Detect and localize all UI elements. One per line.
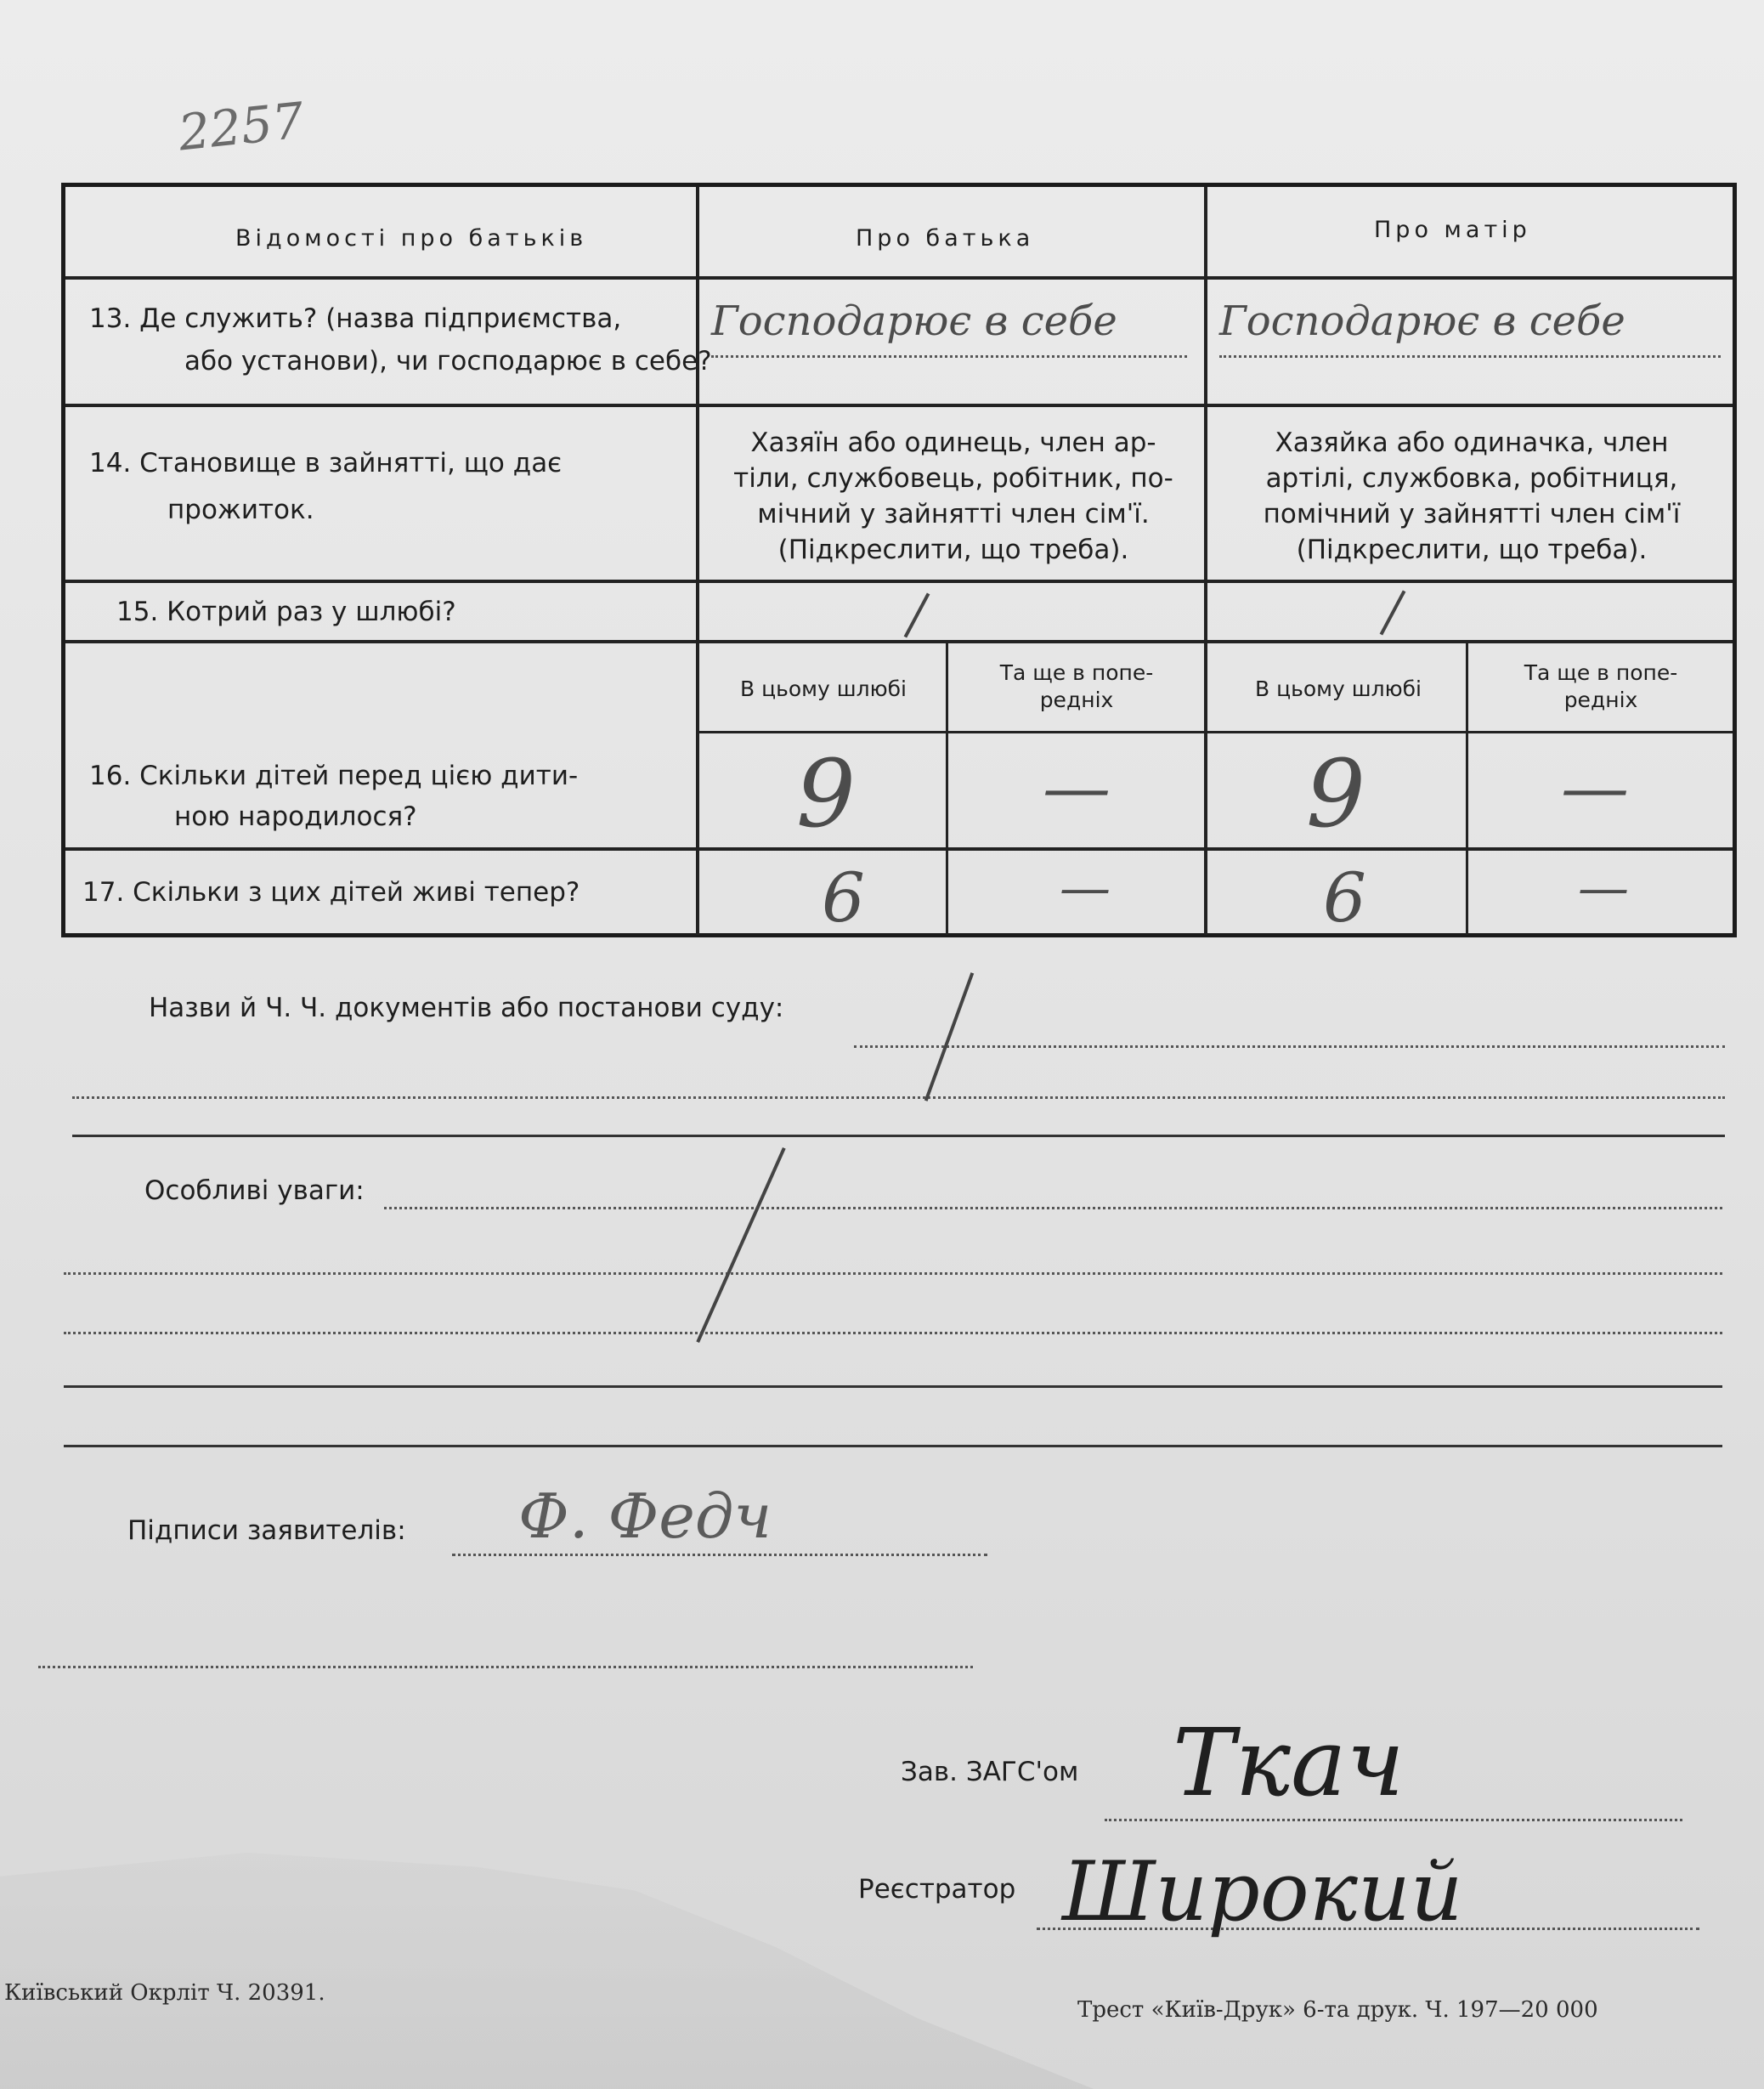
q13-father-value: Господарює в себе [711, 297, 1117, 345]
head-signature-line [1105, 1819, 1682, 1821]
documents-line-1 [854, 1045, 1725, 1048]
q17-father-prev-value: — [1060, 858, 1111, 918]
q17-label: 17. Скільки з цих дітей живі тепер? [82, 877, 580, 908]
q14-label-line2: прожиток. [167, 495, 314, 525]
q15-label: 15. Котрий раз у шлюбі? [116, 597, 456, 627]
rule-q16 [65, 847, 1733, 851]
remarks-line-4 [64, 1385, 1722, 1388]
q16-father-this-header: В цьому шлюбі [739, 677, 907, 701]
q14-father-option-line: тіли, службовець, робітник, по- [733, 463, 1173, 494]
applicants-signature-line [452, 1554, 987, 1556]
archive-annotation: 2257 [175, 91, 307, 162]
q15-mother-slash [1380, 590, 1406, 635]
q14-father-options [711, 425, 1196, 568]
q14-father-option-line: Хазяїн або одинець, член ар- [750, 427, 1156, 458]
q16-mother-prev-header [1471, 660, 1731, 714]
q14-mother-option-line: артілі, службовка, робітниця, [1265, 463, 1678, 494]
remarks-line-2 [64, 1272, 1722, 1275]
q13-mother-dots [1219, 355, 1721, 358]
q15-father-slash [904, 592, 930, 637]
col-divider-father-sub [946, 640, 948, 935]
rule-q16-sub [696, 731, 1733, 733]
q13-label-line2: або установи), чи господарює в себе? [184, 346, 712, 376]
footer-left-imprint: Київський Окрліт Ч. 20391. [4, 1980, 325, 2006]
col-divider-2 [1204, 187, 1207, 935]
q14-mother-option-line: (Підкреслити, що треба). [1296, 535, 1648, 565]
head-signature: Ткач [1173, 1708, 1405, 1817]
documents-line-2 [72, 1096, 1725, 1099]
q13-label-line1: 13. Де служить? (назва підприємства, [89, 303, 622, 334]
q14-label-line1: 14. Становище в зайнятті, що дає [89, 448, 563, 478]
col-divider-1 [696, 187, 699, 935]
parents-info-table [61, 183, 1737, 937]
header-info: Відомості про батьків [235, 225, 588, 252]
q13-father-dots [711, 355, 1187, 358]
documents-slash-mark [924, 972, 974, 1101]
q16-mother-prev-header-line: Та ще в попе- [1524, 660, 1678, 685]
q16-label-line1: 16. Скільки дітей перед цією дити- [89, 761, 579, 791]
q17-father-this-value: 6 [822, 858, 865, 937]
applicant-signature: Ф. Федч [518, 1480, 772, 1552]
q14-mother-option-line: Хазяйка або одиначка, член [1275, 427, 1669, 458]
q14-father-option-line: (Підкреслити, що треба). [777, 535, 1129, 565]
q16-father-prev-value: — [1043, 748, 1111, 827]
header-father: Про батька [856, 225, 1035, 252]
registrar-label: Реєстратор [858, 1874, 1016, 1905]
head-label: Зав. ЗАГС'ом [901, 1757, 1079, 1787]
col-divider-mother-sub [1466, 640, 1468, 935]
q14-father-option-line: мічний у зайнятті член сім'ї. [757, 499, 1150, 529]
remarks-line-1 [384, 1207, 1722, 1209]
rule-q13 [65, 404, 1733, 407]
q16-father-prev-header-line: Та ще в попе- [999, 660, 1154, 685]
q16-mother-this-header: В цьому шлюбі [1254, 677, 1422, 701]
remarks-label: Особливі уваги: [144, 1175, 365, 1206]
rule-header [65, 276, 1733, 280]
documents-line-3 [72, 1135, 1725, 1137]
q13-mother-value: Господарює в себе [1219, 297, 1625, 345]
remarks-slash-mark [696, 1147, 785, 1343]
q16-mother-prev-header-line: редніх [1563, 688, 1638, 712]
q14-mother-option-line: помічний у зайнятті член сім'ї [1263, 499, 1681, 529]
registrar-signature: Широкий [1062, 1844, 1463, 1939]
q17-mother-prev-value: — [1578, 858, 1629, 918]
q14-mother-options [1217, 425, 1727, 568]
q16-father-prev-header [951, 660, 1202, 714]
footer-right-imprint: Трест «Київ-Друк» 6-та друк. Ч. 197—20 000 [1077, 1997, 1598, 2023]
rule-q15 [65, 640, 1733, 643]
q16-father-prev-header-line: редніх [1039, 688, 1114, 712]
q16-mother-this-value: 9 [1306, 739, 1365, 848]
rule-q14 [65, 580, 1733, 583]
q17-mother-this-value: 6 [1323, 858, 1366, 937]
q16-mother-prev-value: — [1561, 748, 1629, 827]
documents-label: Назви й Ч. Ч. документів або постанови суду: [149, 993, 784, 1023]
q16-label-line2: ною народилося? [174, 801, 417, 832]
header-mother: Про матір [1374, 217, 1531, 243]
remarks-line-3 [64, 1332, 1722, 1334]
q16-father-this-value: 9 [796, 739, 856, 848]
remarks-line-5 [64, 1445, 1722, 1447]
applicants-signatures-label: Підписи заявителів: [127, 1515, 406, 1546]
applicants-signature-line-2 [38, 1666, 973, 1668]
